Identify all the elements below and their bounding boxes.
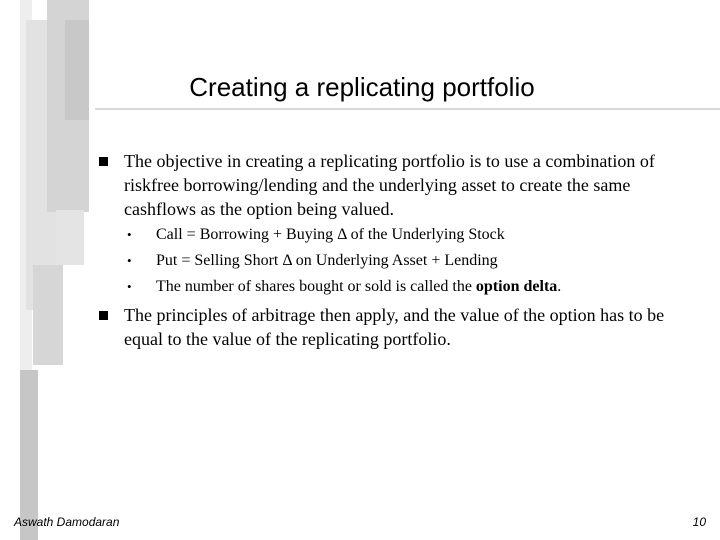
page-number: 10 [692, 515, 706, 529]
sub-bullet-dot-3: • [127, 279, 132, 294]
sub-bullet-3 [156, 278, 696, 296]
bullet-square-2 [99, 311, 108, 320]
option-delta-term: option delta [475, 278, 558, 295]
sub-bullet-2: Put = Selling Short Δ on Underlying Asset + Lending [156, 252, 498, 269]
decor-bar-4 [56, 210, 84, 265]
delta-line-suffix: . [557, 278, 562, 295]
title-divider [95, 108, 720, 110]
sub-bullet-dot-1: • [127, 227, 132, 242]
footer-author: Aswath Damodaran [14, 515, 120, 529]
bullet-2: The principles of arbitrage then apply, and the value of the option has to be equal to the value of the replicating portfolio. [124, 305, 665, 349]
decor-bar-5 [33, 265, 63, 365]
bullet-1: The objective in creating a replicating portfolio is to use a combination of riskfree borrowing/lending and the underlying asset to create the same cashflows as the option being valued. [124, 151, 655, 219]
decor-bar-7 [65, 20, 89, 120]
slide-title: Creating a replicating portfolio [189, 72, 535, 102]
delta-line-prefix: The number of shares bought or sold is called the [156, 278, 476, 295]
sub-bullet-dot-2: • [127, 253, 132, 268]
sub-bullet-1: Call = Borrowing + Buying Δ of the Underlying Stock [156, 226, 505, 243]
bullet-square-1 [99, 157, 108, 166]
